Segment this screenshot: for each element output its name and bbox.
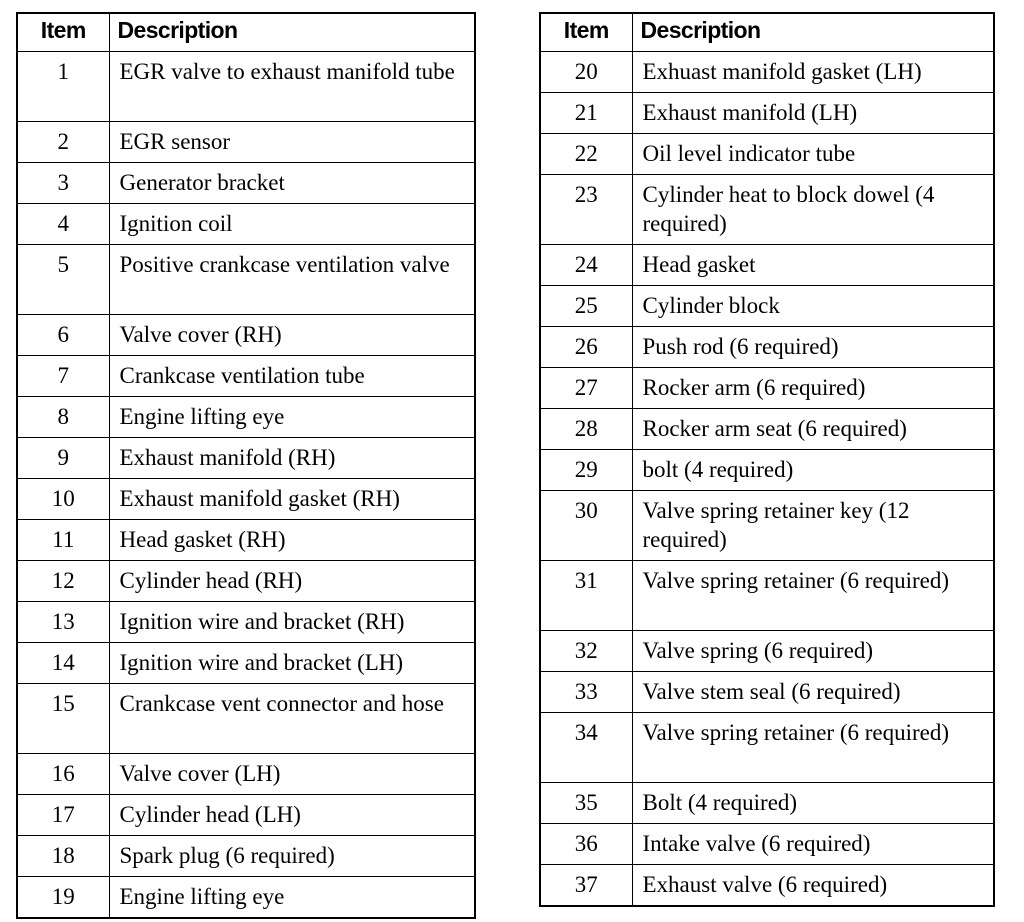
item-number: 28 xyxy=(540,408,632,449)
table-row xyxy=(17,519,475,560)
table-row xyxy=(17,560,475,601)
item-description: Cylinder head (RH) xyxy=(109,560,475,601)
table-row xyxy=(17,642,475,683)
item-description: Engine lifting eye xyxy=(109,876,475,918)
item-description: Push rod (6 required) xyxy=(632,326,994,367)
table-row xyxy=(540,244,994,285)
item-number: 8 xyxy=(17,396,109,437)
table-row xyxy=(540,367,994,408)
table-row xyxy=(540,133,994,174)
item-description: Valve cover (LH) xyxy=(109,753,475,794)
item-number: 26 xyxy=(540,326,632,367)
item-number: 10 xyxy=(17,478,109,519)
item-description: Cylinder head (LH) xyxy=(109,794,475,835)
table-row xyxy=(540,671,994,712)
table-row xyxy=(17,437,475,478)
item-description: Cylinder block xyxy=(632,285,994,326)
item-number: 36 xyxy=(540,823,632,864)
item-description: Exhaust manifold (RH) xyxy=(109,437,475,478)
table-row xyxy=(17,355,475,396)
item-number: 13 xyxy=(17,601,109,642)
item-description: Valve spring retainer (6 required) xyxy=(632,712,994,782)
item-description: Engine lifting eye xyxy=(109,396,475,437)
item-description: Exhaust valve (6 required) xyxy=(632,864,994,906)
item-number: 12 xyxy=(17,560,109,601)
item-description: EGR valve to exhaust manifold tube xyxy=(109,51,475,121)
table-row xyxy=(540,490,994,560)
table-row xyxy=(540,782,994,823)
item-number: 24 xyxy=(540,244,632,285)
table-row xyxy=(540,326,994,367)
table-row xyxy=(540,823,994,864)
item-number: 25 xyxy=(540,285,632,326)
header-item: Item xyxy=(540,13,632,51)
table-row xyxy=(540,51,994,92)
table-row xyxy=(17,121,475,162)
item-description: bolt (4 required) xyxy=(632,449,994,490)
table-row xyxy=(540,864,994,906)
item-number: 19 xyxy=(17,876,109,918)
item-number: 9 xyxy=(17,437,109,478)
table-row xyxy=(540,449,994,490)
table-row xyxy=(17,244,475,314)
item-number: 22 xyxy=(540,133,632,174)
item-description: Ignition wire and bracket (RH) xyxy=(109,601,475,642)
header-description: Description xyxy=(632,13,994,51)
item-description: Valve stem seal (6 required) xyxy=(632,671,994,712)
table-row xyxy=(17,753,475,794)
table-row xyxy=(17,478,475,519)
item-description: Exhaust manifold gasket (RH) xyxy=(109,478,475,519)
table-row xyxy=(540,408,994,449)
item-number: 34 xyxy=(540,712,632,782)
item-number: 18 xyxy=(17,835,109,876)
table-row xyxy=(17,876,475,918)
table-row xyxy=(540,92,994,133)
item-number: 16 xyxy=(17,753,109,794)
table-row xyxy=(17,683,475,753)
item-number: 6 xyxy=(17,314,109,355)
item-number: 3 xyxy=(17,162,109,203)
item-description: Rocker arm (6 required) xyxy=(632,367,994,408)
item-description: Generator bracket xyxy=(109,162,475,203)
table-row xyxy=(540,560,994,630)
item-description: Intake valve (6 required) xyxy=(632,823,994,864)
table-row xyxy=(17,314,475,355)
table-row xyxy=(540,174,994,244)
item-number: 23 xyxy=(540,174,632,244)
item-description: Exhaust manifold (LH) xyxy=(632,92,994,133)
item-number: 20 xyxy=(540,51,632,92)
item-number: 30 xyxy=(540,490,632,560)
item-number: 31 xyxy=(540,560,632,630)
header-row xyxy=(540,13,994,51)
table-row xyxy=(17,162,475,203)
item-number: 11 xyxy=(17,519,109,560)
parts-table-left xyxy=(16,12,476,919)
item-number: 14 xyxy=(17,642,109,683)
item-number: 15 xyxy=(17,683,109,753)
item-description: Valve spring retainer key (12 required) xyxy=(632,490,994,560)
item-number: 5 xyxy=(17,244,109,314)
item-description: Valve cover (RH) xyxy=(109,314,475,355)
parts-table-right xyxy=(539,12,995,907)
item-number: 21 xyxy=(540,92,632,133)
item-number: 4 xyxy=(17,203,109,244)
item-description: Crankcase vent connector and hose xyxy=(109,683,475,753)
item-number: 17 xyxy=(17,794,109,835)
item-description: Head gasket (RH) xyxy=(109,519,475,560)
item-number: 35 xyxy=(540,782,632,823)
item-description: Rocker arm seat (6 required) xyxy=(632,408,994,449)
item-description: Bolt (4 required) xyxy=(632,782,994,823)
table-row xyxy=(17,601,475,642)
item-description: Valve spring (6 required) xyxy=(632,630,994,671)
item-number: 29 xyxy=(540,449,632,490)
header-item: Item xyxy=(17,13,109,51)
item-description: Oil level indicator tube xyxy=(632,133,994,174)
item-description: Positive crankcase ventilation valve xyxy=(109,244,475,314)
item-description: Crankcase ventilation tube xyxy=(109,355,475,396)
item-number: 27 xyxy=(540,367,632,408)
item-number: 1 xyxy=(17,51,109,121)
item-number: 2 xyxy=(17,121,109,162)
item-description: Ignition coil xyxy=(109,203,475,244)
table-row xyxy=(17,203,475,244)
item-number: 33 xyxy=(540,671,632,712)
header-row xyxy=(17,13,475,51)
item-description: Exhuast manifold gasket (LH) xyxy=(632,51,994,92)
item-description: EGR sensor xyxy=(109,121,475,162)
table-row xyxy=(540,630,994,671)
item-description: Spark plug (6 required) xyxy=(109,835,475,876)
table-row xyxy=(17,835,475,876)
item-description: Head gasket xyxy=(632,244,994,285)
item-description: Cylinder heat to block dowel (4 required) xyxy=(632,174,994,244)
item-description: Valve spring retainer (6 required) xyxy=(632,560,994,630)
item-description: Ignition wire and bracket (LH) xyxy=(109,642,475,683)
header-description: Description xyxy=(109,13,475,51)
item-number: 32 xyxy=(540,630,632,671)
item-number: 37 xyxy=(540,864,632,906)
table-row xyxy=(17,794,475,835)
table-row xyxy=(17,396,475,437)
table-row xyxy=(540,285,994,326)
table-row xyxy=(540,712,994,782)
item-number: 7 xyxy=(17,355,109,396)
table-row xyxy=(17,51,475,121)
